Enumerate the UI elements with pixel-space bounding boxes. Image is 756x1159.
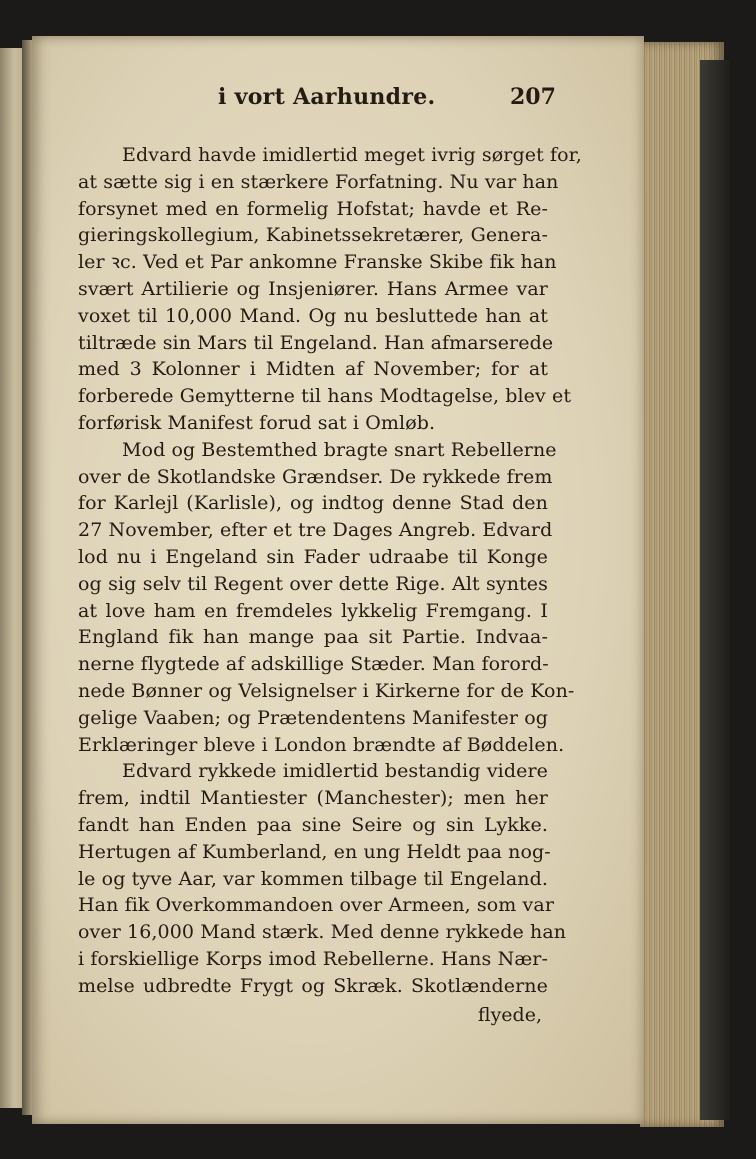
text-line: le og tyve Aar, var kommen tilbage til Engeland. [78,867,548,890]
text-line: Mod og Bestemthed bragte snart Rebellerne [122,438,557,461]
text-line: fandt han Enden paa sine Seire og sin Lykke. [78,813,548,836]
text-line: melse udbredte Frygt og Skræk. Skotlænderne [78,974,548,997]
text-line: tiltræde sin Mars til Engeland. Han afmarserede [78,331,554,354]
text-line: 27 November, efter et tre Dages Angreb. Edvard [78,519,553,542]
text-line: England fik han mange paa sit Partie. Indvaa- [78,626,548,649]
text-line: voxet til 10,000 Mand. Og nu besluttede han at [78,304,548,327]
text-line: frem, indtil Mantiester (Manchester); men her [78,787,548,810]
text-line: ler ꝛc. Ved et Par ankomne Franske Skibe fik han [78,251,557,274]
text-line: Edvard havde imidlertid meget ivrig sørget for, [122,144,582,166]
text-line: Hertugen af Kumberland, en ung Heldt paa nog- [78,840,551,863]
running-title: i vort Aarhundre. [218,84,436,110]
text-line: med 3 Kolonner i Midten af November; for at [78,358,548,381]
text-line: at sætte sig i en stærkere Forfatning. Nu var han [78,170,559,193]
text-line: svært Artilierie og Insjeniører. Hans Armee var [78,277,548,300]
text-line: gieringskollegium, Kabinetssekretærer, Genera- [78,224,548,247]
text-line: forberede Gemytterne til hans Modtagelse, blev et [78,385,572,408]
catchword: flyede, [477,1003,542,1026]
text-line: Erklæringer bleve i London brændte af Bøddelen. [78,733,565,756]
text-line: i forskiellige Korps imod Rebellerne. Hans Nær- [78,947,548,970]
text-line: lod nu i Engeland sin Fader udraabe til Konge [78,545,548,568]
text-line: over 16,000 Mand stærk. Med denne rykkede han [78,921,567,944]
text-line: nede Bønner og Velsignelser i Kirkerne for de Kon- [78,679,575,702]
book-cover-edge [700,60,730,1120]
text-line: for Karlejl (Karlisle), og indtog denne Stad den [78,492,548,515]
page-header [78,78,556,118]
text-line: forførisk Manifest forud sat i Omløb. [78,411,436,434]
text-line: Han fik Overkommandoen over Armeen, som var [78,894,554,917]
page-number: 207 [510,84,556,110]
text-line: Edvard rykkede imidlertid bestandig videre [122,760,548,783]
text-line: gelige Vaaben; og Prætendentens Manifester og [78,706,548,729]
page-text [78,78,582,1030]
text-line: at love ham en fremdeles lykkelig Fremgang. I [78,599,548,622]
text-line: og sig selv til Regent over dette Rige. Alt syntes [78,572,548,595]
body-text [78,142,582,1000]
text-line: nerne flygtede af adskillige Stæder. Man forord- [78,653,549,676]
text-line: forsynet med en formelig Hofstat; havde et Re- [78,197,548,220]
text-line: over de Skotlandske Grændser. De rykkede frem [78,465,553,488]
